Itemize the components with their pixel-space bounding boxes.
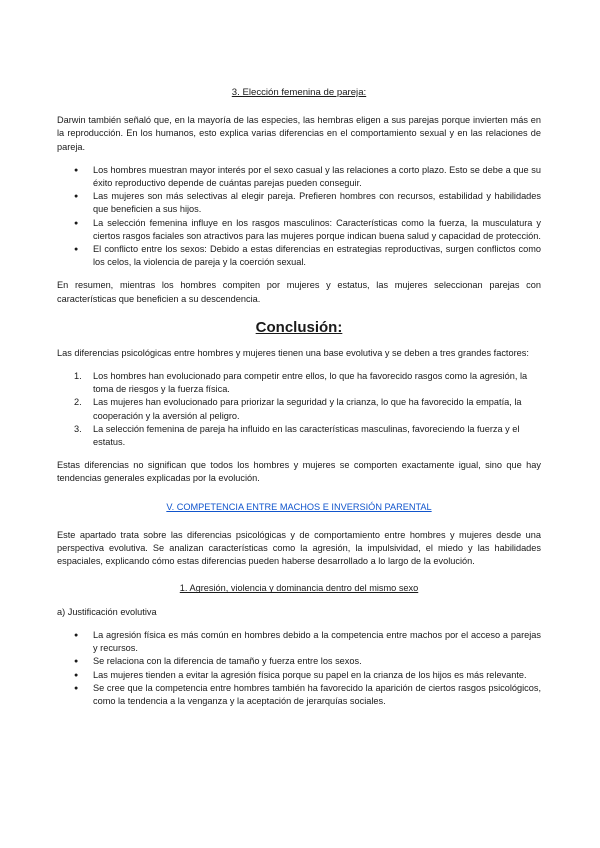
section5-link-wrap (57, 501, 541, 514)
numbered-item (57, 423, 541, 449)
list-item: ● El conflicto entre los sexos: Debido a estas diferencias en estrategias reproductivas, surgen conflictos como los celos, la violencia de pareja y la coerción sexual. (57, 243, 541, 269)
item-number: 2. (74, 397, 82, 408)
numbered-item (57, 396, 541, 422)
section5-intro: Este apartado trata sobre las diferencias psicológicas y de comportamiento entre hombres y mujeres desde una perspectiva evolutiva. Se analizan características como la agresión, la impulsividad, el miedo y las habilidades espaciales, explicando cómo estas diferencias pueden haberse desarrollado a lo largo de la evolución. (57, 529, 541, 567)
list-item: ● Se relaciona con la diferencia de tamaño y fuerza entre los sexos. (57, 655, 541, 668)
list-item: ● Los hombres muestran mayor interés por el sexo casual y las relaciones a corto plazo. Esto se debe a que su éxito reproductivo depende de cuántas parejas pueden conseguir. (57, 164, 541, 190)
numbered-item (57, 370, 541, 396)
conclusion-title: Conclusión: (255, 318, 343, 336)
list-item: ● Las mujeres tienden a evitar la agresión física porque su papel en la crianza de los hijos es más relevante. (57, 669, 541, 682)
list-item: ● La agresión física es más común en hombres debido a la competencia entre machos por el acceso a parejas y recursos. (57, 629, 541, 655)
numbered-list (57, 370, 541, 449)
section5-link[interactable]: V. COMPETENCIA ENTRE MACHOS E INVERSIÓN PARENTAL (166, 501, 432, 512)
intro-paragraph: Darwin también señaló que, en la mayoría de las especies, las hembras eligen a sus parejas porque invierten más en la reproducción. En los humanos, esto explica varias diferencias en el comportamiento sexual y en las relaciones de pareja. (57, 115, 541, 152)
item-text: La selección femenina de pareja ha influido en las características masculinas, favoreciendo la fuerza y el estatus. (93, 423, 520, 448)
list-item: ● Se cree que la competencia entre hombres también ha favorecido la aparición de ciertos rasgos psicológicos, como la tendencia a la venganza y la aceptación de jerarquías sociales. (57, 682, 541, 708)
section3-heading-wrap (57, 86, 541, 99)
item-number: 3. (74, 423, 82, 434)
conclusion-intro: Las diferencias psicológicas entre hombres y mujeres tienen una base evolutiva y se deben a tres grandes factores: (57, 347, 529, 358)
sub1-heading-wrap (57, 582, 541, 595)
document-page (57, 86, 541, 708)
sub-a-heading: a) Justificación evolutiva (57, 606, 157, 617)
sub1-heading: 1. Agresión, violencia y dominancia dentro del mismo sexo (179, 583, 419, 594)
bullet-list-1 (57, 164, 541, 270)
section3-heading: 3. Elección femenina de pareja: (231, 87, 367, 98)
item-number: 1. (74, 371, 82, 382)
summary-paragraph: En resumen, mientras los hombres compiten por mujeres y estatus, las mujeres seleccionan parejas con características que beneficien a su descendencia. (57, 280, 541, 304)
list-item: ● La selección femenina influye en los rasgos masculinos: Características como la fuerza, la musculatura y ciertos rasgos faciales son atractivos para las mujeres porque indican buena salud y capacidad de protección. (57, 217, 541, 243)
conclusion-outro: Estas diferencias no significan que todos los hombres y mujeres se comporten exactamente igual, sino que hay tendencias generales explicadas por la evolución. (57, 460, 541, 484)
list-item: ● Las mujeres son más selectivas al elegir pareja. Prefieren hombres con recursos, estabilidad y habilidades que beneficien a sus hijos. (57, 190, 541, 216)
item-text: Los hombres han evolucionado para competir entre ellos, lo que ha favorecido rasgos como la agresión, la toma de riesgos y la fuerza física. (93, 371, 528, 395)
item-text: Las mujeres han evolucionado para priorizar la seguridad y la crianza, lo que ha favorecido la empatía, la cooperación y la aversión al peligro. (93, 397, 522, 421)
conclusion-title-wrap (57, 319, 541, 337)
bullet-list-2 (57, 629, 541, 708)
